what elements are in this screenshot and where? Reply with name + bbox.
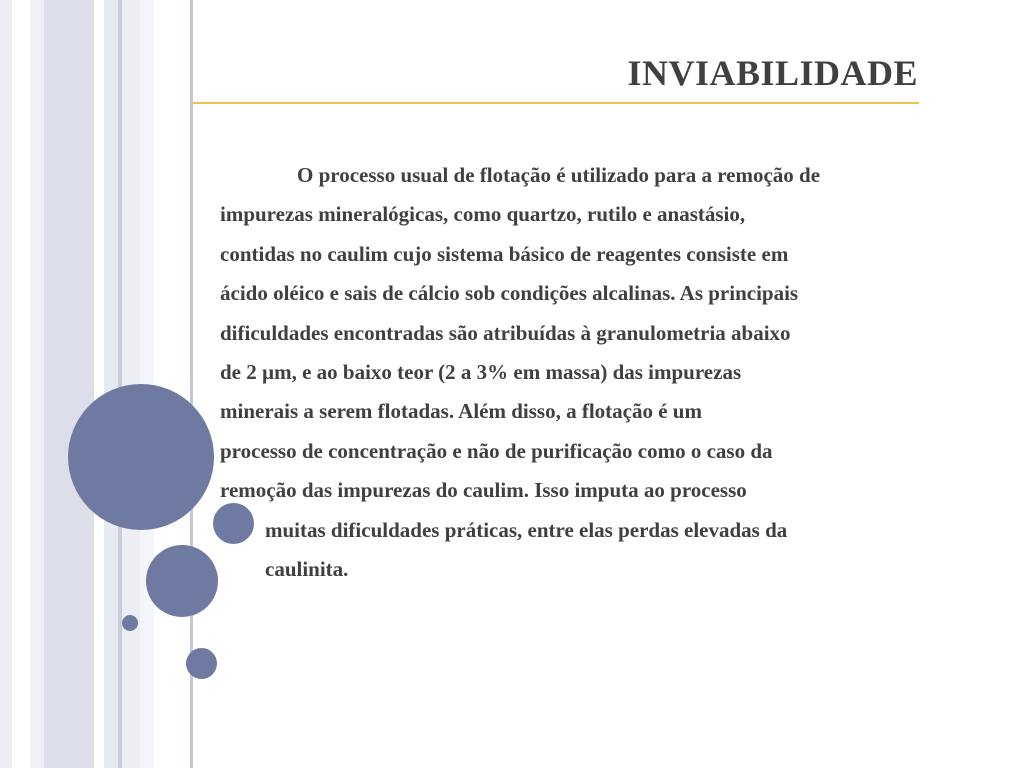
decorative-stripe — [104, 0, 118, 768]
body-line: minerais a serem flotadas. Além disso, a flotação é um — [220, 399, 702, 424]
body-line: dificuldades encontradas são atribuídas à granulometria abaixo — [220, 320, 791, 345]
decorative-stripe — [44, 0, 94, 768]
decorative-stripe — [0, 0, 12, 768]
body-paragraph — [220, 156, 950, 589]
decorative-stripe — [30, 0, 44, 768]
body-line: contidas no caulim cujo sistema básico de reagentes consiste em — [220, 241, 789, 266]
slide-title: INVIABILIDADE — [627, 53, 918, 93]
body-line: caulinita. — [265, 557, 349, 582]
body-line: muitas dificuldades práticas, entre elas perdas elevadas da — [265, 517, 788, 542]
decorative-stripe — [94, 0, 104, 768]
decorative-circle-small — [186, 648, 217, 679]
body-line: O processo usual de flotação é utilizado para a remoção de — [297, 163, 821, 187]
decorative-circle-large — [68, 384, 214, 530]
body-line: processo de concentração e não de purificação como o caso da — [220, 438, 773, 463]
body-line: remoção das impurezas do caulim. Isso imputa ao processo — [220, 478, 747, 503]
body-line: ácido oléico e sais de cálcio sob condições alcalinas. As principais — [220, 281, 799, 306]
title-underline — [193, 102, 919, 104]
body-line: de 2 µm, e ao baixo teor (2 a 3% em massa) das impurezas — [220, 360, 742, 385]
decorative-stripe — [12, 0, 30, 768]
body-line: impurezas mineralógicas, como quartzo, rutilo e anastásio, — [220, 202, 746, 227]
decorative-circle-tiny — [122, 615, 138, 631]
decorative-circle-medium — [146, 545, 218, 617]
